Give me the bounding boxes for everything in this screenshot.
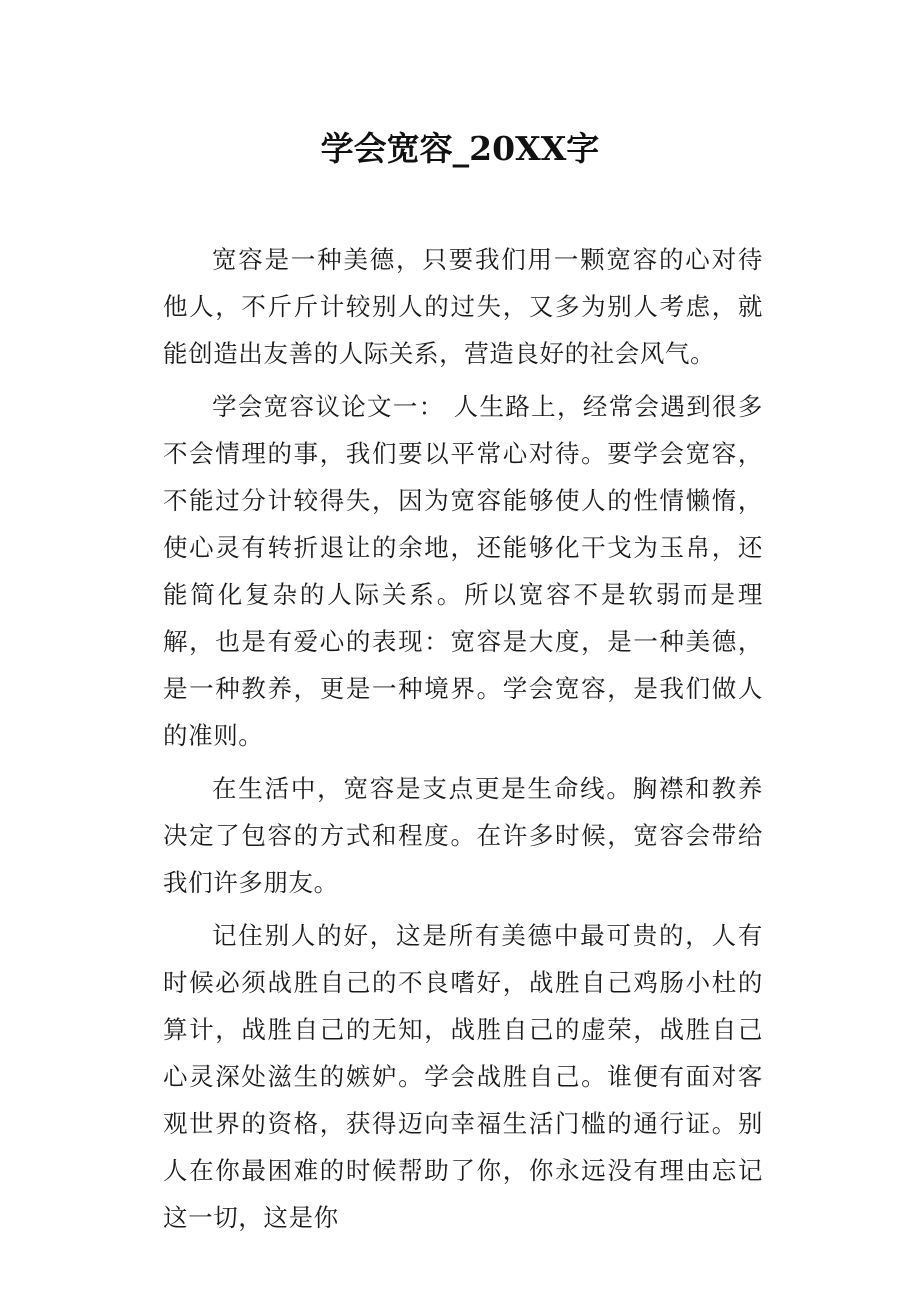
paragraph-2: 学会宽容议论文一： 人生路上，经常会遇到很多不会情理的事，我们要以平常心对待。要学会宽容，不能过分计较得失，因为宽容能够使人的性情懒惰，使心灵有转折退让的余地，还能够化干戈为玉帛，还能简化复杂的人际关系。所以宽容不是软弱而是理解，也是有爱心的表现：宽容是大度，是一种美德，是一种教养，更是一种境界。学会宽容，是我们做人的准则。: [163, 392, 763, 750]
paragraph-1: 宽容是一种美德，只要我们用一颗宽容的心对待他人，不斤斤计较别人的过失，又多为别人考虑，就能创造出友善的人际关系，营造良好的社会风气。: [163, 245, 763, 368]
document-title: 学会宽容_20XX字: [320, 129, 600, 168]
paragraph-4: 记住别人的好，这是所有美德中最可贵的，人有时候必须战胜自己的不良嗜好，战胜自己鸡肠小杜的算计，战胜自己的无知，战胜自己的虚荣，战胜自己心灵深处滋生的嫉妒。学会战胜自己。谁便有面对客观世界的资格，获得迈向幸福生活门槛的通行证。别人在你最困难的时候帮助了你，你永远没有理由忘记这一切，这是你: [163, 921, 763, 1232]
paragraph-3: 在生活中，宽容是支点更是生命线。胸襟和教养决定了包容的方式和程度。在许多时候，宽容会带给我们许多朋友。: [163, 774, 763, 897]
document-body: [163, 236, 763, 1247]
